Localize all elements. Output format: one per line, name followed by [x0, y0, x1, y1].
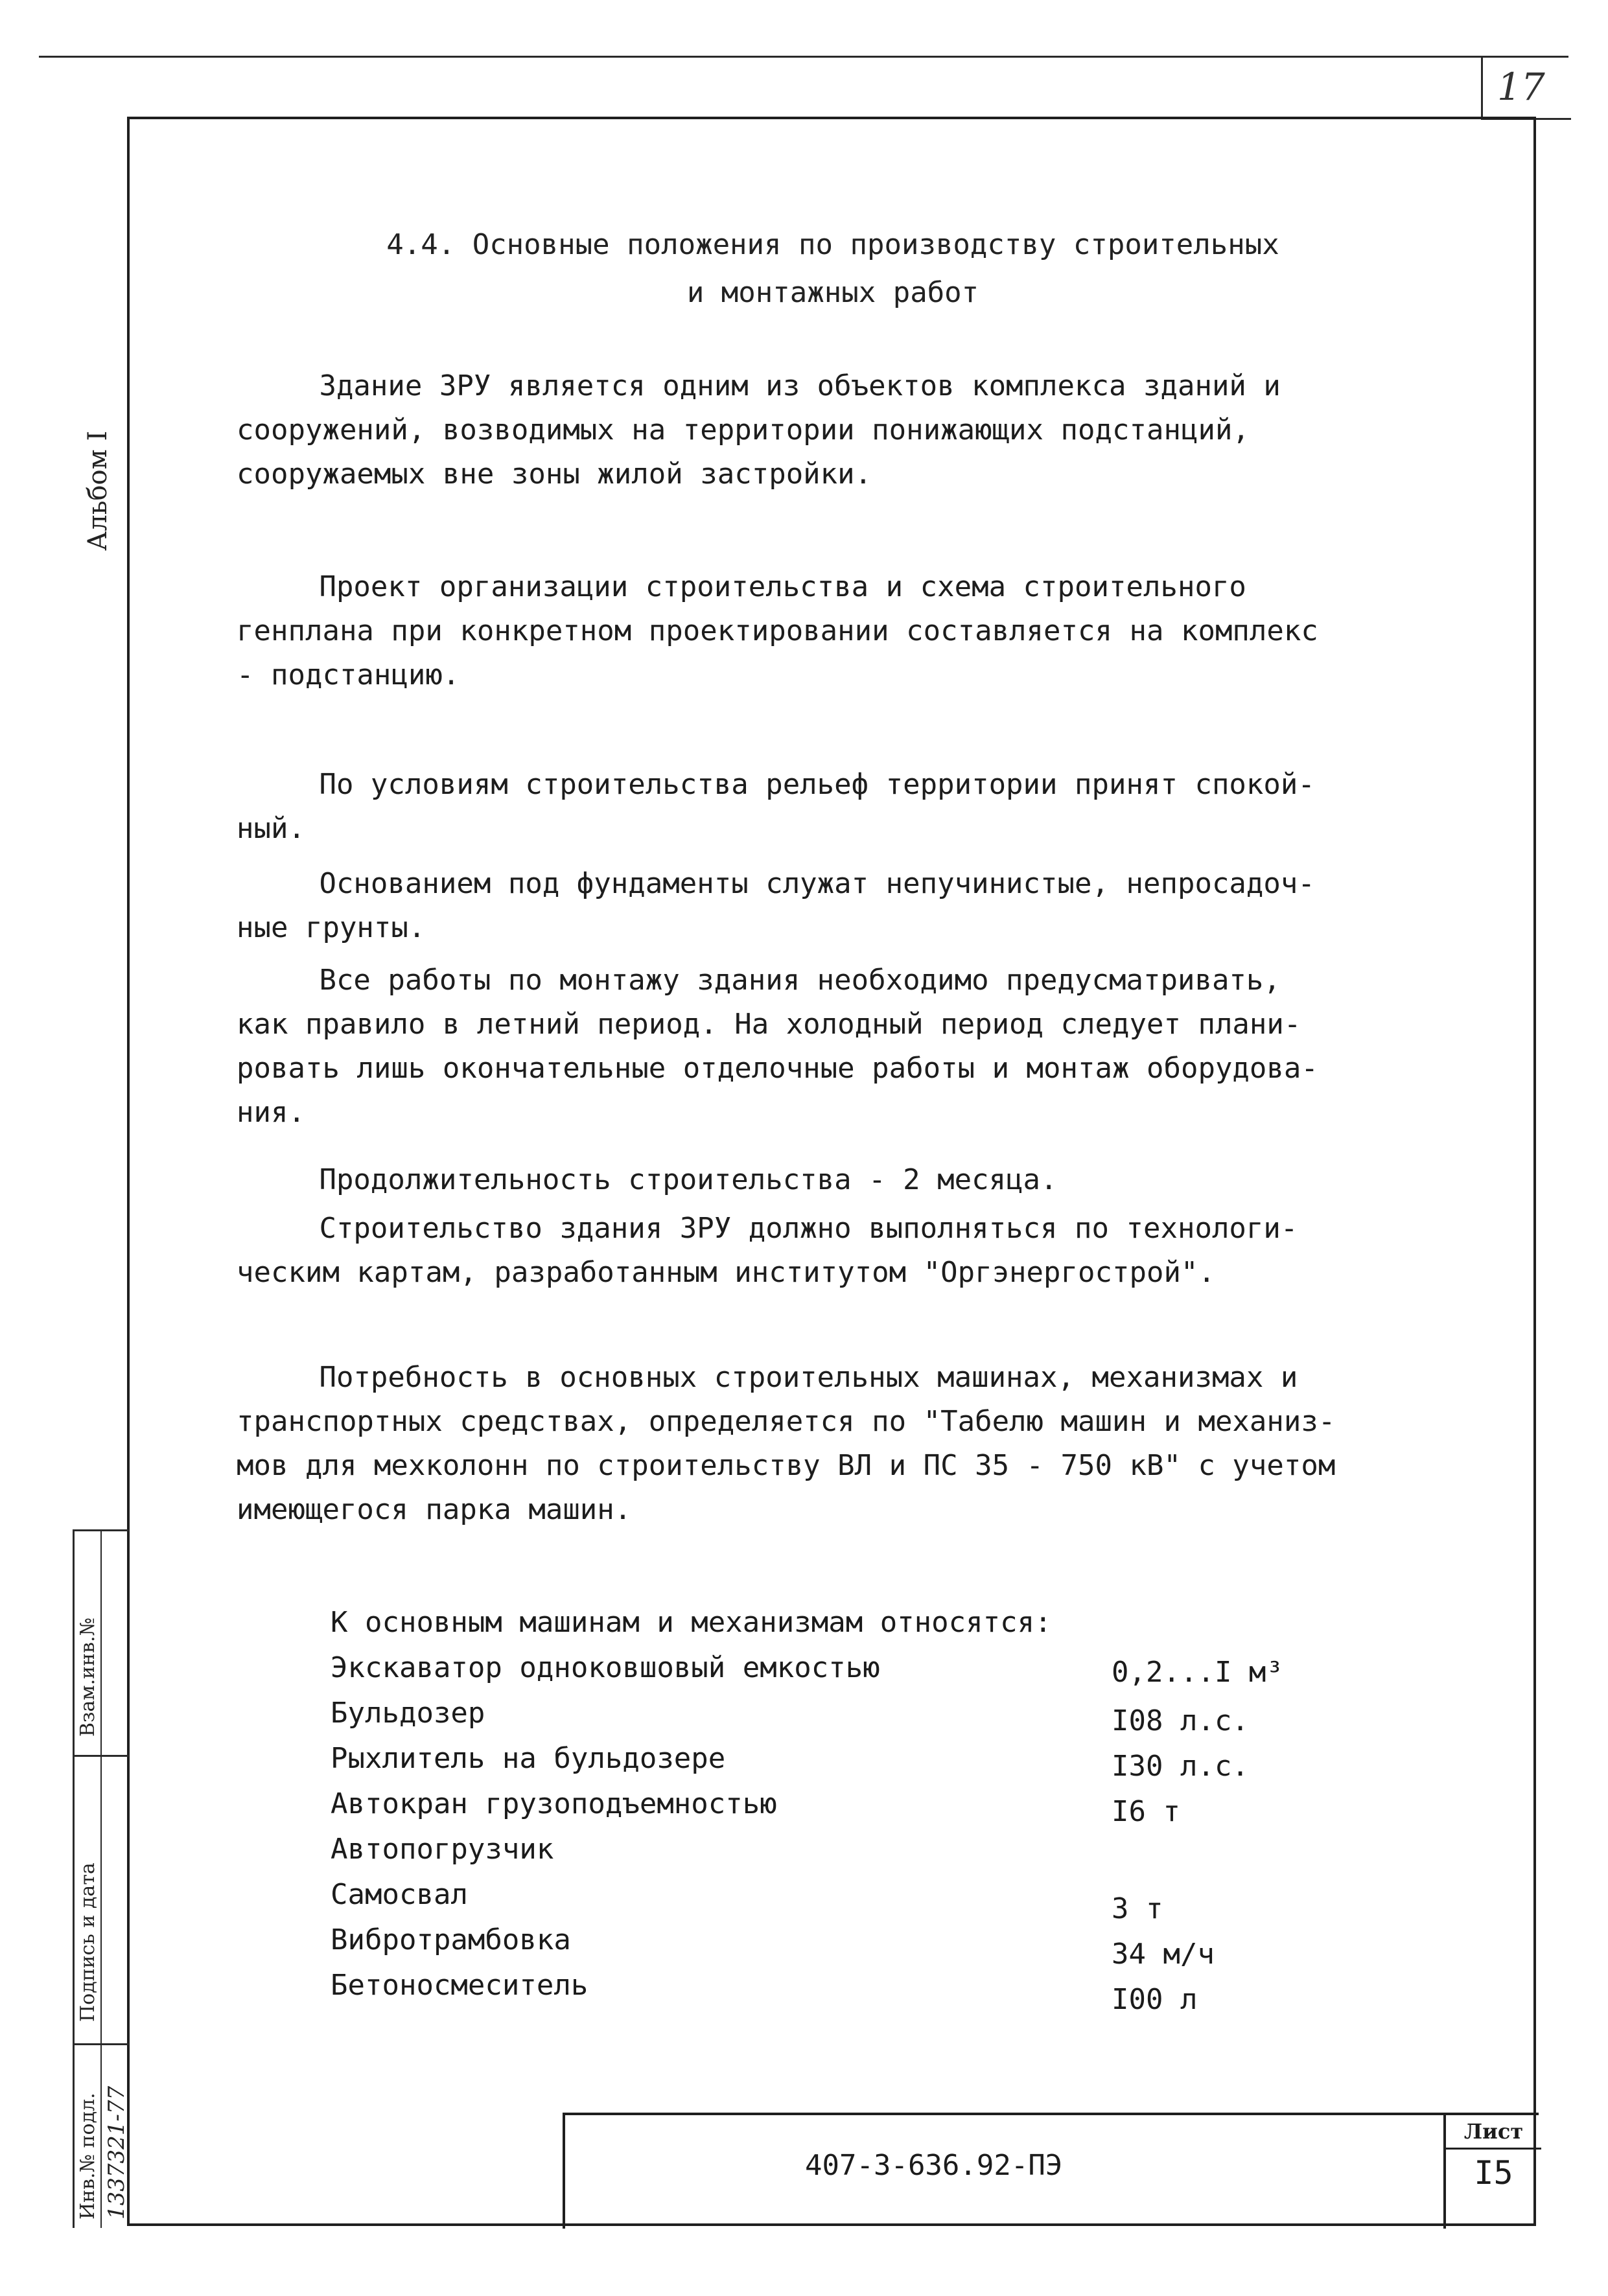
paragraph-line: генплана при конкретном проектировании составляется на комплекс — [237, 614, 1318, 647]
machines-intro: К основным машинам и механизмам относятся: — [331, 1606, 1052, 1639]
paragraph-line: Строительство здания ЗРУ должно выполняться по технологи- — [233, 1212, 1298, 1245]
machine-value: I6 т — [1112, 1795, 1180, 1828]
paragraph-line: Здание ЗРУ является одним из объектов комплекса зданий и — [233, 369, 1281, 402]
machine-name: Бетоносмеситель — [331, 1969, 588, 2002]
machine-name: Рыхлитель на бульдозере — [331, 1742, 726, 1775]
paragraph-line: Потребность в основных строительных машинах, механизмах и — [233, 1361, 1298, 1394]
strip-column-divider — [100, 1531, 102, 2228]
section-title-line-1: 4.4. Основные положения по производству строительных — [386, 228, 1279, 261]
machine-value: I08 л.с. — [1112, 1704, 1249, 1737]
machine-value: I30 л.с. — [1112, 1750, 1249, 1783]
machine-name: Самосвал — [331, 1878, 468, 1911]
machine-value: 3 т — [1112, 1892, 1163, 1925]
paragraph-line: ные грунты. — [237, 911, 426, 944]
paragraph-line: сооружений, возводимых на территории понижающих подстанций, — [237, 413, 1250, 446]
paragraph-line: Продолжительность строительства - 2 месяца. — [233, 1163, 1058, 1196]
album-label: Альбом I — [83, 430, 113, 551]
machine-name: Бульдозер — [331, 1697, 485, 1730]
paragraph-line: Все работы по монтажу здания необходимо предусматривать, — [233, 964, 1281, 997]
strip-row-divider — [75, 1755, 129, 1757]
strip-row-divider — [75, 2043, 129, 2045]
machine-name: Экскаватор одноковшовый емкостью — [331, 1651, 880, 1684]
machine-value: I00 л — [1112, 1983, 1198, 2016]
signature-date-label: Подпись и дата — [76, 1862, 99, 2022]
inventory-label: Инв.№ подл. — [76, 2093, 99, 2220]
inventory-number: 1337321-77 — [104, 2085, 130, 2220]
machine-name: Автопогрузчик — [331, 1833, 554, 1866]
paragraph-line: ровать лишь окончательные отделочные работы и монтаж оборудова- — [237, 1052, 1318, 1085]
sheet-top-border — [39, 56, 1568, 58]
paragraph-line: Проект организации строительства и схема строительного — [233, 570, 1246, 603]
replace-inventory-label: Взам.инв.№ — [76, 1618, 99, 1737]
paragraph-line: имеющегося парка машин. — [237, 1493, 632, 1526]
machine-name: Вибротрамбовка — [331, 1923, 571, 1956]
machine-value: 0,2...I м³ — [1112, 1656, 1283, 1689]
paragraph-line: как правило в летний период. На холодный период следует плани- — [237, 1008, 1301, 1041]
sheet-value: I5 — [1474, 2154, 1513, 2192]
paragraph-line: По условиям строительства рельеф территории принят спокой- — [233, 768, 1315, 801]
sheet-label: Лист — [1446, 2115, 1541, 2150]
paragraph-line: ный. — [237, 812, 305, 845]
paragraph-line: ния. — [237, 1096, 305, 1129]
paragraph-line: мов для мехколонн по строительству ВЛ и ПС 35 - 750 кВ" с учетом — [237, 1449, 1336, 1482]
paragraph-line: транспортных средствах, определяется по "Табелю машин и механиз- — [237, 1405, 1336, 1438]
machine-name: Автокран грузоподъемностью — [331, 1787, 777, 1820]
machine-value: 34 м/ч — [1112, 1938, 1215, 1971]
paragraph-line: Основанием под фундаменты служат непучинистые, непросадоч- — [233, 867, 1315, 900]
section-title-line-2: и монтажных работ — [686, 276, 979, 309]
paragraph-line: сооружаемых вне зоны жилой застройки. — [237, 458, 872, 491]
paragraph-line: ческим картам, разработанным институтом "Оргэнергострой". — [237, 1256, 1215, 1289]
title-block-stamp — [563, 2113, 1539, 2229]
sheet-page-number: 17 — [1497, 65, 1545, 109]
sheet-cell — [1443, 2115, 1541, 2229]
document-code: 407-3-636.92-ПЭ — [805, 2149, 1063, 2182]
paragraph-line: - подстанцию. — [237, 658, 460, 691]
